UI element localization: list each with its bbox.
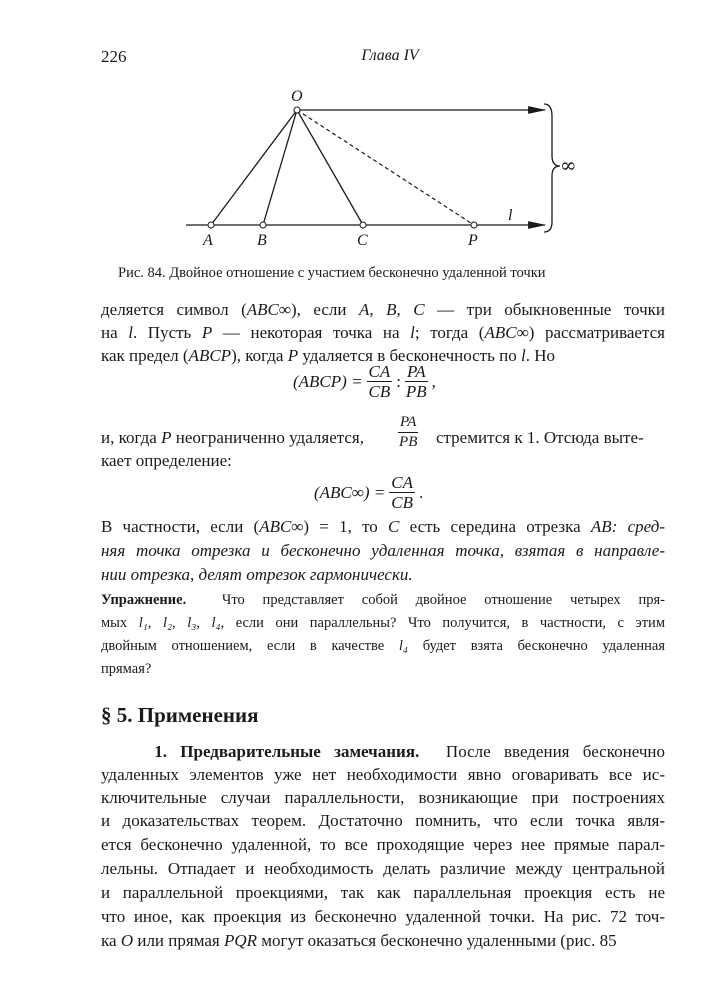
text-line	[101, 930, 665, 952]
text: В частности, если (	[101, 517, 260, 536]
text-line: кает определение:	[101, 451, 232, 470]
italic-text: P	[201, 323, 213, 342]
fraction-ca-cb	[389, 473, 415, 512]
inline-fraction-pa-pb	[398, 413, 418, 452]
italic-text: A	[358, 300, 370, 319]
text: Что представляет собой двойное отношение четырех пря-	[186, 592, 665, 608]
italic-text: PQR	[223, 931, 257, 950]
text-line	[101, 658, 665, 680]
label-a: A	[203, 232, 213, 249]
text: — некоторая точка на	[212, 323, 411, 342]
label-l: l	[508, 207, 513, 224]
point-a	[208, 222, 214, 228]
text-line	[101, 741, 665, 763]
figure-84	[0, 0, 701, 260]
text-line	[101, 635, 665, 657]
text: ,	[396, 300, 414, 319]
segment-op-dashed	[297, 110, 474, 225]
period: .	[419, 482, 424, 502]
ratio-sign: :	[396, 371, 402, 391]
denominator: CB	[368, 382, 391, 401]
italic-text: P	[287, 346, 299, 365]
bold-text: 1. Предварительные замечания.	[101, 742, 420, 761]
italic-text: l₁, l₂, l₃, l₄	[138, 615, 221, 631]
italic-text: C	[388, 517, 400, 536]
denominator: PB	[399, 434, 418, 450]
text: будет взята бесконечно удаленная	[407, 638, 665, 654]
running-head: Глава IV	[361, 47, 419, 64]
label-infinity: ∞	[560, 153, 577, 177]
label-o: O	[291, 88, 303, 105]
text-line	[101, 906, 665, 928]
figure-caption: Рис. 84. Двойное отношение с участием бесконечно удаленной точки	[118, 265, 546, 281]
text: и параллельной проекциями, так как параллельная проекция есть не	[101, 883, 665, 902]
text-line	[101, 564, 665, 586]
text: , если они параллельны? Что получится, в частности, с этим	[220, 615, 665, 631]
brace	[544, 104, 560, 232]
text: . Пусть	[132, 323, 202, 342]
text: что иное, как проекция из бесконечно удаленной точки. На рис. 72 точ-	[101, 907, 665, 926]
text: — три обыкновенные точки	[424, 300, 666, 319]
text: ), когда	[231, 346, 288, 365]
italic-text: ABC∞	[246, 300, 291, 319]
fraction	[398, 413, 418, 452]
text: P	[161, 428, 172, 447]
text: лельны. Отпадает и необходимость делать различие между центральной	[101, 859, 665, 878]
italic-text: AB	[590, 517, 612, 536]
italic-text: ABCP	[188, 346, 232, 365]
text-line	[101, 858, 665, 880]
italic-text: ABC∞	[484, 323, 529, 342]
text-line: стремится к 1. Отсюда выте-	[436, 428, 644, 447]
text-line	[101, 787, 665, 809]
text: ется бесконечно удаленной, то все проходящие через нее прямые парал-	[101, 835, 665, 854]
text: неограниченно удаляется,	[171, 428, 364, 447]
section-heading: § 5. Применения	[101, 703, 259, 727]
text: как предел (	[101, 346, 189, 365]
segment-ob	[263, 110, 297, 225]
formula-abcp	[293, 362, 436, 401]
text: и, когда	[101, 428, 162, 447]
formula-abc-infinity	[314, 473, 423, 512]
point-o	[294, 107, 300, 113]
text-line	[101, 322, 665, 344]
italic-text: l	[520, 346, 526, 365]
italic-text: няя точка отрезка и бесконечно удаленная точка, взятая в направле-	[101, 541, 665, 560]
italic-text: нии отрезка, делят отрезок гармонически.	[101, 565, 413, 584]
text-line	[101, 764, 665, 786]
fraction-ca-cb	[367, 362, 393, 401]
page-number: 226	[101, 47, 127, 66]
text-line	[101, 882, 665, 904]
text-line	[101, 810, 665, 832]
italic-text: ABC∞	[259, 517, 304, 536]
segment-oc	[297, 110, 363, 225]
numerator: PA	[407, 362, 426, 381]
formula-lhs: (ABCP) =	[293, 371, 363, 391]
text: на	[101, 323, 129, 342]
text: . Но	[525, 346, 555, 365]
fraction-pa-pb	[405, 362, 428, 401]
text-line	[101, 589, 665, 611]
text: могут оказаться бесконечно удаленными (рис. 85	[257, 931, 617, 950]
text: ; тогда (	[414, 323, 485, 342]
italic-text: O	[120, 931, 134, 950]
point-b	[260, 222, 266, 228]
italic-text: B	[386, 300, 397, 319]
text-line	[101, 299, 665, 321]
italic-text: l	[410, 323, 415, 342]
label-c: C	[357, 232, 368, 249]
text: ) рассматривается	[528, 323, 665, 342]
text: прямая?	[101, 661, 152, 677]
text: деляется символ (	[101, 300, 247, 319]
comma: ,	[431, 371, 436, 391]
text: двойным отношением, если в качестве	[101, 638, 399, 654]
italic-text: C	[413, 300, 425, 319]
text-line	[101, 516, 665, 538]
text: или прямая	[133, 931, 224, 950]
text-line	[101, 612, 665, 634]
text: ка	[101, 931, 121, 950]
text: ключительные случаи параллельности, возникающие при построениях	[101, 788, 665, 807]
denominator: PB	[405, 382, 427, 401]
numerator: PA	[398, 413, 418, 433]
text-line	[101, 540, 665, 562]
bold-text: Упражнение.	[101, 592, 187, 608]
text: удаленных элементов уже нет необходимости явно оговаривать все ис-	[101, 765, 665, 784]
point-p	[471, 222, 477, 228]
segment-oa	[211, 110, 297, 225]
text: есть середина отрезка	[399, 517, 591, 536]
italic-text: l₄	[398, 638, 408, 654]
text: ,	[369, 300, 387, 319]
text: мых	[101, 615, 139, 631]
numerator: CA	[368, 362, 391, 381]
denominator: CB	[391, 493, 414, 512]
text: и доказательствах теорем. Достаточно помнить, что если точка явля-	[101, 811, 665, 830]
text-line	[101, 427, 391, 449]
numerator: CA	[391, 473, 414, 492]
text-line	[101, 834, 665, 856]
label-b: B	[257, 232, 267, 249]
text: ) = 1, то	[303, 517, 389, 536]
point-c	[360, 222, 366, 228]
label-p: P	[468, 232, 478, 249]
formula-lhs: (ABC∞) =	[314, 482, 386, 502]
text: ), если	[290, 300, 359, 319]
text: удаляется в бесконечность по	[298, 346, 521, 365]
italic-text: l	[128, 323, 133, 342]
text: После введения бесконечно	[419, 742, 665, 761]
italic-text: : сред-	[611, 517, 665, 536]
